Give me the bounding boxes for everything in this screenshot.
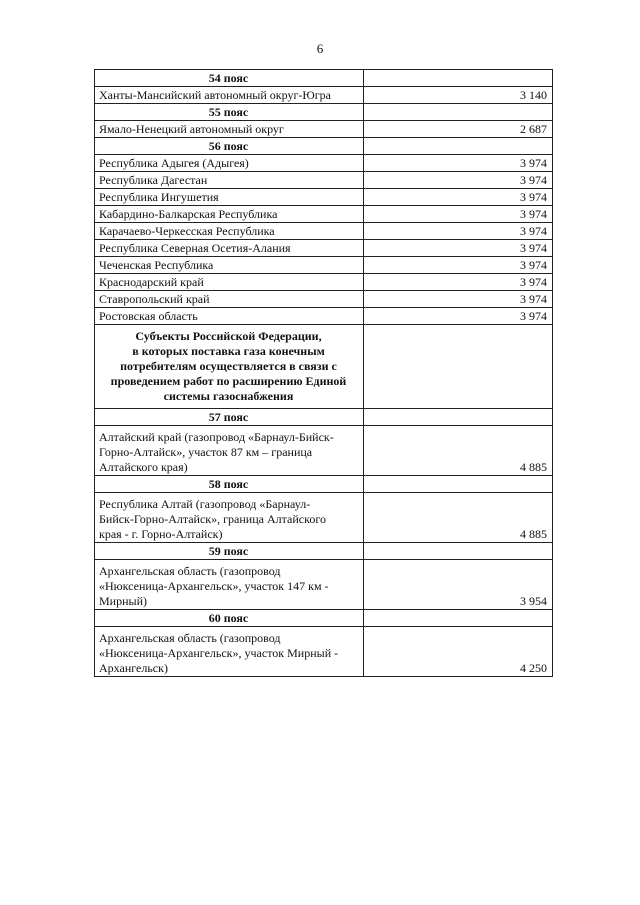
table-row xyxy=(95,308,553,325)
zone-label: 55 пояс xyxy=(95,104,364,121)
empty-value-cell xyxy=(364,409,553,426)
tariff-value: 3 140 xyxy=(364,87,553,104)
table-row xyxy=(95,426,553,476)
tariff-value: 3 974 xyxy=(364,274,553,291)
region-description xyxy=(95,426,364,476)
table-body xyxy=(95,70,553,677)
tariff-value: 4 885 xyxy=(364,426,553,476)
heading-line: в которых поставка газа конечным xyxy=(132,344,325,358)
table-row xyxy=(95,206,553,223)
table-row xyxy=(95,121,553,138)
region-name: Республика Северная Осетия-Алания xyxy=(95,240,364,257)
empty-value-cell xyxy=(364,543,553,560)
tariff-value: 3 974 xyxy=(364,223,553,240)
tariff-value: 3 974 xyxy=(364,189,553,206)
region-name: Чеченская Республика xyxy=(95,257,364,274)
description-line: Республика Алтай (газопровод «Барнаул- xyxy=(99,497,311,511)
description-line: Алтайский край (газопровод «Барнаул-Бийск- xyxy=(99,430,334,444)
table-row xyxy=(95,87,553,104)
empty-value-cell xyxy=(364,325,553,409)
region-name: Ставропольский край xyxy=(95,291,364,308)
tariff-value: 3 974 xyxy=(364,206,553,223)
gas-tariff-table xyxy=(94,69,553,677)
page-number: 6 xyxy=(316,41,324,56)
region-description xyxy=(95,493,364,543)
description-line: Архангельск) xyxy=(99,661,168,675)
description-line: края - г. Горно-Алтайск) xyxy=(99,527,223,541)
tariff-value: 4 250 xyxy=(364,627,553,677)
table-row xyxy=(95,274,553,291)
region-name: Ямало-Ненецкий автономный округ xyxy=(95,121,364,138)
region-name: Республика Адыгея (Адыгея) xyxy=(95,155,364,172)
zone-row xyxy=(95,610,553,627)
table-row xyxy=(95,223,553,240)
zone-label: 59 пояс xyxy=(95,543,364,560)
zone-row xyxy=(95,476,553,493)
zone-label: 56 пояс xyxy=(95,138,364,155)
description-line: «Нюксеница-Архангельск», участок 147 км - xyxy=(99,579,329,593)
zone-row xyxy=(95,543,553,560)
zone-row xyxy=(95,70,553,87)
empty-value-cell xyxy=(364,476,553,493)
region-name: Республика Дагестан xyxy=(95,172,364,189)
table-row xyxy=(95,560,553,610)
zone-label: 57 пояс xyxy=(95,409,364,426)
table-row xyxy=(95,240,553,257)
tariff-value: 2 687 xyxy=(364,121,553,138)
region-name: Кабардино-Балкарская Республика xyxy=(95,206,364,223)
heading-line: потребителям осуществляется в связи с xyxy=(120,359,337,373)
section-heading-row xyxy=(95,325,553,409)
zone-label: 54 пояс xyxy=(95,70,364,87)
tariff-value: 3 954 xyxy=(364,560,553,610)
region-name: Карачаево-Черкесская Республика xyxy=(95,223,364,240)
region-name: Краснодарский край xyxy=(95,274,364,291)
region-description xyxy=(95,627,364,677)
empty-value-cell xyxy=(364,610,553,627)
zone-row xyxy=(95,104,553,121)
tariff-value: 3 974 xyxy=(364,308,553,325)
description-line: Мирный) xyxy=(99,594,147,608)
empty-value-cell xyxy=(364,70,553,87)
table-row xyxy=(95,189,553,206)
description-line: «Нюксеница-Архангельск», участок Мирный - xyxy=(99,646,339,660)
region-name: Республика Ингушетия xyxy=(95,189,364,206)
zone-label: 60 пояс xyxy=(95,610,364,627)
table-row xyxy=(95,291,553,308)
heading-line: проведением работ по расширению Единой xyxy=(110,374,347,388)
empty-value-cell xyxy=(364,104,553,121)
zone-row xyxy=(95,409,553,426)
description-line: Горно-Алтайск», участок 87 км – граница xyxy=(99,445,313,459)
description-line: Архангельская область (газопровод xyxy=(99,564,281,578)
description-line: Архангельская область (газопровод xyxy=(99,631,281,645)
tariff-value: 3 974 xyxy=(364,172,553,189)
region-description xyxy=(95,560,364,610)
tariff-value: 3 974 xyxy=(364,240,553,257)
heading-line: Субъекты Российской Федерации, xyxy=(135,329,322,343)
tariff-value: 3 974 xyxy=(364,257,553,274)
table-row xyxy=(95,172,553,189)
table-row xyxy=(95,627,553,677)
tariff-value: 3 974 xyxy=(364,155,553,172)
table-row xyxy=(95,257,553,274)
section-heading xyxy=(95,325,364,409)
heading-line: системы газоснабжения xyxy=(163,389,294,403)
table-row xyxy=(95,493,553,543)
region-name: Ханты-Мансийский автономный округ-Югра xyxy=(95,87,364,104)
description-line: Бийск-Горно-Алтайск», граница Алтайского xyxy=(99,512,326,526)
region-name: Ростовская область xyxy=(95,308,364,325)
zone-label: 58 пояс xyxy=(95,476,364,493)
zone-row xyxy=(95,138,553,155)
empty-value-cell xyxy=(364,138,553,155)
tariff-value: 3 974 xyxy=(364,291,553,308)
description-line: Алтайского края) xyxy=(99,460,188,474)
tariff-value: 4 885 xyxy=(364,493,553,543)
table-row xyxy=(95,155,553,172)
